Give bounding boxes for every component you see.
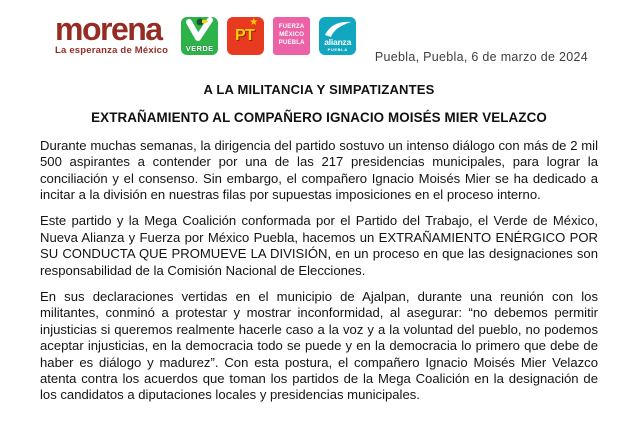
morena-wordmark: morena xyxy=(55,11,162,47)
toucan-icon xyxy=(181,17,218,43)
fuerza-line-3: PUEBLA xyxy=(278,39,305,46)
bird-swoosh-icon xyxy=(321,19,354,39)
letter-body xyxy=(40,138,598,404)
morena-tagline: La esperanza de México xyxy=(55,45,169,57)
paragraph-3: En sus declaraciones vertidas en el municipio de Ajalpan, durante una reunión con los militantes, conminó a protestar y mostrar inconformidad, al asegurar: “no debemos permitir injusticias si queremos realmente hacerle caso a la voz y a la voluntad del pueblo, no podemos aceptar injusticias, en la democracia todo se puede y en la democracia lo primero que debe de haber es diálogo y madurez”. Con esta postura, el compañero Ignacio Moisés Mier Velazco atenta contra los acuerdos que toman los partidos de la Mega Coalición en la designación de los candidatos a diputaciones locales y presidencias municipales. xyxy=(40,288,598,403)
nueva-alianza-party-logo xyxy=(319,17,356,55)
star-icon: ★ xyxy=(249,17,259,28)
heading-salutation: A LA MILITANCIA Y SIMPATIZANTES xyxy=(203,81,435,97)
paragraph-1: Durante muchas semanas, la dirigencia del partido sostuvo un intenso diálogo con más de 2 mil 500 aspirantes a contender por una de las 217 presidencias municipales, para lograr la conciliación y el consenso. Sin embargo, el compañero Ignacio Moisés Mier se ha dedicado a incitar a la división en nuestras filas por supuestas imposiciones en el proceso interno. xyxy=(40,137,598,202)
verde-label: VERDE xyxy=(185,44,214,53)
morena-logo xyxy=(55,11,169,57)
dateline: Puebla, Puebla, 6 de marzo de 2024 xyxy=(374,50,588,64)
paragraph-2: Este partido y la Mega Coalición conformada por el Partido del Trabajo, el Verde de México, Nueva Alianza y Fuerza por México Puebla, hacemos un EXTRAÑAMIENTO ENÉRGICO POR SU CONDUCTA QUE PROMUEVE LA DIVISIÓN, en un proceso en que las designaciones son responsabilidad de la Comisión Nacional de Elecciones. xyxy=(40,213,598,278)
fuerza-mexico-puebla-party-logo xyxy=(273,17,310,55)
letterhead xyxy=(55,0,598,56)
pt-label: PT xyxy=(234,27,255,44)
fuerza-line-1: FUERZA xyxy=(278,24,305,31)
heading-subject: EXTRAÑAMIENTO AL COMPAÑERO IGNACIO MOISÉS MIER VELAZCO xyxy=(91,109,547,125)
pt-party-logo xyxy=(227,17,264,55)
coalition-party-logos xyxy=(181,17,356,55)
fuerza-line-2: MÉXICO xyxy=(279,32,305,39)
verde-party-logo xyxy=(181,17,218,55)
alianza-label: alianza xyxy=(324,37,352,47)
alianza-sublabel: PUEBLA xyxy=(327,47,348,52)
